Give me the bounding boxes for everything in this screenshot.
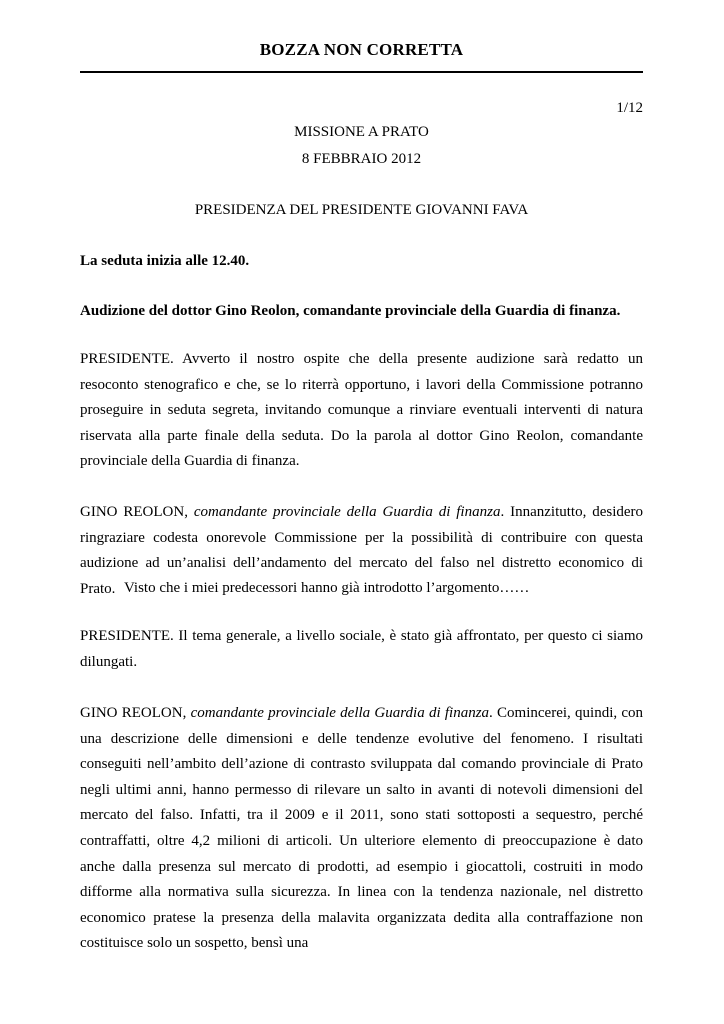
speaker-name: GINO REOLON, xyxy=(80,504,188,520)
session-date: 8 FEBBRAIO 2012 xyxy=(301,151,422,167)
speaker-name: GINO REOLON, xyxy=(80,705,187,721)
page-number: 1/12 xyxy=(616,100,643,116)
paragraph-reolon-1b: Visto che i miei predecessori hanno già introdotto l’argomento…… xyxy=(124,580,530,596)
speaker-role: comandante provinciale della Guardia di finanza xyxy=(193,504,501,520)
paragraph-president-2 xyxy=(80,624,643,675)
paragraph-text: Il tema generale, a livello sociale, è stato già affrontato, per questo ci siamo dilungati. xyxy=(80,628,643,670)
paragraph-reolon-2 xyxy=(80,701,643,957)
speaker-name: PRESIDENTE. xyxy=(80,628,174,644)
paragraph-text: . Innanzitutto, desidero ringraziare codesta onorevole Commissione per la possibilità di contribuire con questa audizione ad un’analisi dell’andamento del mercato del falso nel distretto economico di Prato. xyxy=(80,504,644,597)
session-start-line: La seduta inizia alle 12.40. xyxy=(80,253,250,269)
presidency-line: PRESIDENZA DEL PRESIDENTE GIOVANNI FAVA xyxy=(194,202,529,218)
speaker-name: PRESIDENTE. xyxy=(80,351,174,367)
document-header-title: BOZZA NON CORRETTA xyxy=(259,40,464,59)
paragraph-president-1 xyxy=(80,347,643,475)
paragraph-text: . Comincerei, quindi, con una descrizione delle dimensioni e delle tendenze evolutive del fenomeno. I risultati conseguiti nell’ambito dell’azione di contrasto sviluppata dal comando provinciale di Prato negli ultimi anni, hanno permesso di rilevare un salto in avanti di notevoli dimensioni del mercato del falso. Infatti, tra il 2009 e il 2011, sono stati sottoposti a sequestro, perché contraffatti, oltre 4,2 milioni di articoli. Un ulteriore elemento di preoccupazione è dato anche dalla presenza sul mercato di prodotti, ad esempio i giocattoli, costruiti in modo difforme alla normativa sulla sicurezza. In linea con la tendenza nazionale, nel distretto economico pratese la presenza della malavita organizzata dedita alla contraffazione non costituisce solo un sospetto, bensì una xyxy=(80,705,644,952)
session-title: MISSIONE A PRATO xyxy=(294,124,429,140)
header-divider xyxy=(80,71,643,73)
hearing-title: Audizione del dottor Gino Reolon, comandante provinciale della Guardia di finanza. xyxy=(80,303,621,319)
speaker-role: comandante provinciale della Guardia di finanza xyxy=(190,705,490,721)
paragraph-text: Avverto il nostro ospite che della presente audizione sarà redatto un resoconto stenografico e che, se lo riterrà opportuno, i lavori della Commissione potranno proseguire in seduta segreta, invitando comunque a rinviare eventuali interventi di natura riservata alla parte finale della seduta. Do la parola al dottor Gino Reolon, comandante provinciale della Guardia di finanza. xyxy=(80,351,643,470)
